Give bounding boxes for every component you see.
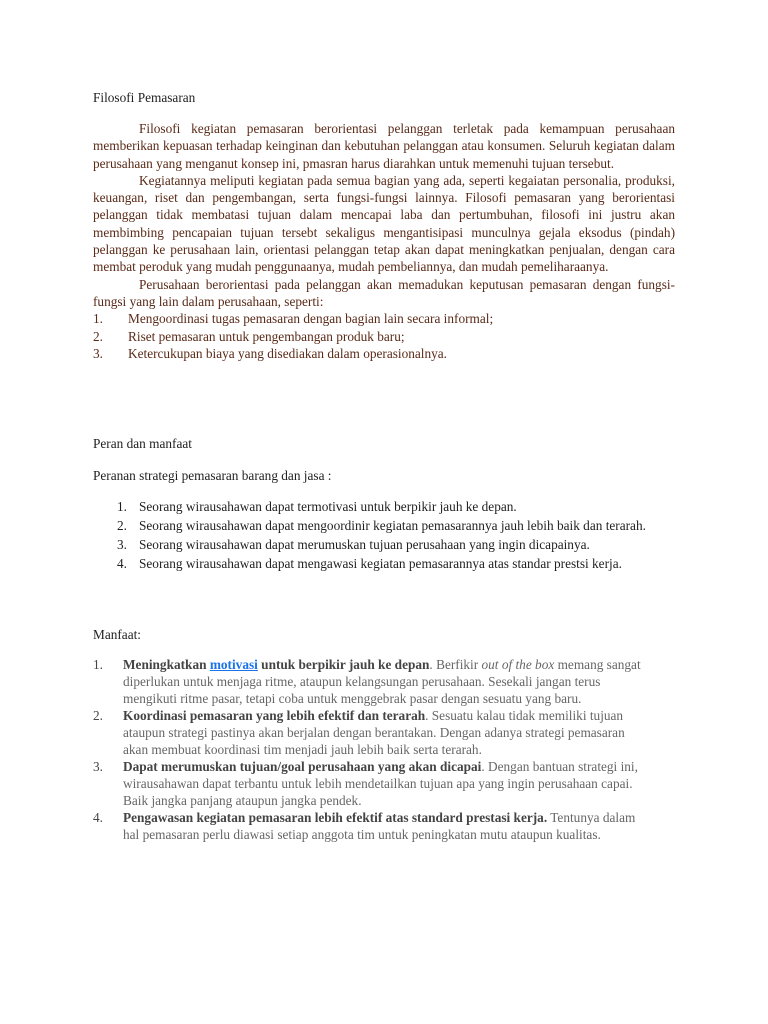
list-number: 2. (93, 328, 103, 344)
bold-text: Pengawasan kegiatan pemasaran lebih efektif atas standard prestasi kerja. (123, 810, 548, 825)
motivasi-link[interactable]: motivasi (209, 657, 258, 672)
list-item (93, 758, 653, 809)
list-item (93, 345, 675, 362)
section-title-peran: Peran dan manfaat (93, 436, 192, 451)
list-number: 1. (117, 499, 127, 514)
bold-text: untuk berpikir jauh ke depan (257, 657, 430, 672)
bold-text: Koordinasi pemasaran yang lebih efektif dan terarah (123, 708, 426, 723)
numbered-list (93, 656, 653, 843)
section-intro: Peranan strategi pemasaran barang dan jasa : (93, 468, 332, 483)
list-number: 2. (117, 518, 127, 533)
list-number: 4. (117, 556, 127, 571)
bold-text: Dapat merumuskan tujuan/goal perusahaan yang akan dicapai (123, 759, 482, 774)
list-number: 4. (93, 810, 103, 825)
bold-text: Meningkatkan (123, 657, 210, 672)
list-item (93, 310, 675, 327)
list-text: Seorang wirausahawan dapat mengoordinir kegiatan pemasarannya jauh lebih baik dan terarah. (139, 518, 646, 533)
numbered-list (93, 497, 678, 573)
manfaat-list-block (93, 656, 653, 843)
list-text (123, 809, 653, 843)
list-item (117, 516, 678, 535)
list-item (117, 554, 678, 573)
italic-text: out of the box (481, 657, 555, 672)
list-item (93, 656, 653, 707)
body-text: . Berfikir (429, 657, 482, 672)
list-text: Riset pemasaran untuk pengembangan produk baru; (128, 328, 405, 344)
list-text: Mengoordinasi tugas pemasaran dengan bagian lain secara informal; (128, 311, 494, 327)
section-title-filosofi: Filosofi Pemasaran (93, 90, 196, 105)
paragraph: Filosofi kegiatan pemasaran berorientasi pelanggan terletak pada kemampuan perusahaan memberikan kepuasan terhadap keinginan dan kebutuhan pelanggan atau konsumen. Seluruh kegiatan dalam perusahaan yang menganut konsep ini, pmasran harus diarahkan untuk memenuhi tujuan tersebut. (93, 121, 675, 171)
body-text: . Sesuatu kalau tidak memiliki tujuan ataupun strategi pastinya akan berjalan dengan berantakan. Dengan adanya strategi pemasaran akan membuat koordinasi tim menjadi jauh lebih baik serta terarah. (123, 708, 625, 757)
list-item (117, 497, 678, 516)
list-number: 3. (93, 345, 103, 361)
section-filosofi-body (93, 120, 675, 362)
list-text: Seorang wirausahawan dapat merumuskan tujuan perusahaan yang ingin dicapainya. (139, 537, 590, 552)
list-item (93, 328, 675, 345)
list-item (93, 809, 653, 843)
list-item (117, 535, 678, 554)
list-text (123, 758, 653, 809)
peranan-list-block (93, 497, 678, 573)
list-number: 3. (117, 537, 127, 552)
list-text: Seorang wirausahawan dapat mengawasi kegiatan pemasarannya atas standar prestsi kerja. (139, 556, 622, 571)
body-text: memang sangat diperlukan untuk menjaga ritme, ataupun kelangsungan perusahaan. Sesekali jangan terus mengikuti ritme pasar, tetapi coba untuk menggebrak pasar dengan sesuatu yang baru. (123, 657, 641, 706)
body-text: . Dengan bantuan strategi ini, wirausahawan dapat terbantu untuk lebih mendetailkan tujuan apa yang ingin perusahaan capai. Baik jangka panjang ataupun jangka pendek. (123, 759, 638, 808)
body-text: Tentunya dalam hal pemasaran perlu diawasi setiap anggota tim untuk peningkatan mutu ataupun kualitas. (123, 810, 636, 842)
list-number: 3. (93, 759, 103, 774)
list-text: Ketercukupan biaya yang disediakan dalam operasionalnya. (128, 345, 448, 361)
numbered-list (93, 310, 675, 362)
list-text (123, 656, 653, 707)
list-number: 1. (93, 311, 103, 327)
list-text (123, 707, 653, 758)
list-text: Seorang wirausahawan dapat termotivasi untuk berpikir jauh ke depan. (139, 499, 517, 514)
paragraph: Kegiatannya meliputi kegiatan pada semua bagian yang ada, seperti kegaiatan personalia, produksi, keuangan, riset dan pengembangan, serta fungsi-fungsi lainnya. Filosofi pemasaran yang berorientasi pelanggan tidak membatasi tujuan dalam mencapai laba dan pertumbuhan, filosofi ini justru akan membimbing pencapaian tujuan tersebt sekaligus mengantisipasi munculnya gejala eksodus (pindah) pelanggan ke perusahaan lain, orientasi pelanggan tetap akan dapat meningkatkan penjualan, dengan cara membat peroduk yang mudah penggunaanya, mudah pembeliannya, dan mudah pemeliharaanya. (93, 172, 675, 275)
list-number: 2. (93, 708, 103, 723)
list-item (93, 707, 653, 758)
paragraph: Perusahaan berorientasi pada pelanggan akan memadukan keputusan pemasaran dengan fungsi-fungsi yang lain dalam perusahaan, seperti: (93, 276, 675, 309)
list-number: 1. (93, 657, 103, 672)
section-title-manfaat: Manfaat: (93, 627, 141, 642)
